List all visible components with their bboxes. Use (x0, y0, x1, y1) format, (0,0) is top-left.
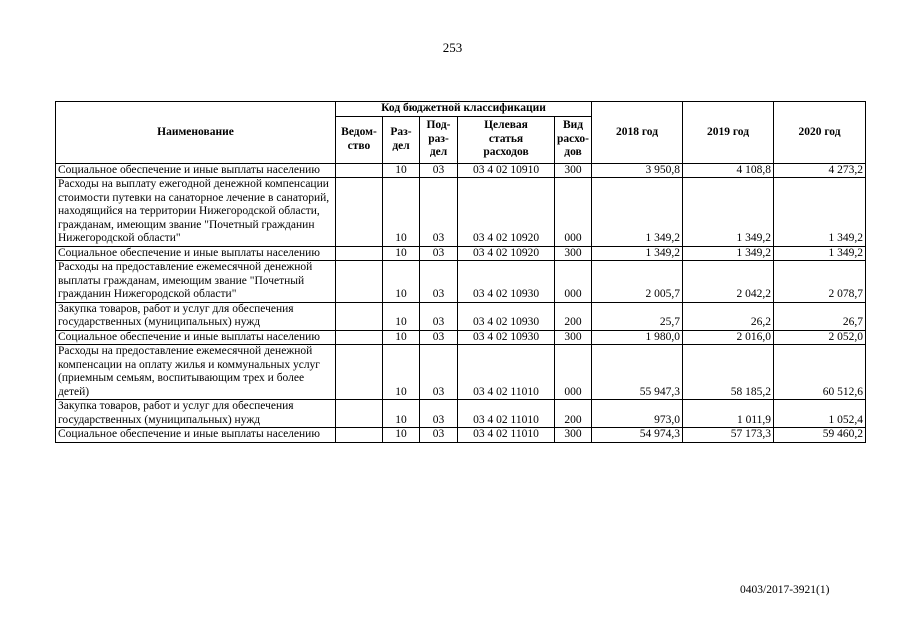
cell-vid-raskhodov: 200 (555, 302, 592, 330)
header-podrazdel: Под- раз- дел (420, 116, 458, 163)
cell-2020: 26,7 (774, 302, 866, 330)
cell-2020: 2 052,0 (774, 330, 866, 345)
cell-podrazdel: 03 (420, 428, 458, 443)
cell-vedomstvo (336, 261, 383, 303)
cell-2020: 1 349,2 (774, 178, 866, 247)
cell-name: Закупка товаров, работ и услуг для обеспечения государственных (муниципальных) нужд (56, 302, 336, 330)
cell-podrazdel: 03 (420, 178, 458, 247)
cell-name: Социальное обеспечение и иные выплаты населению (56, 163, 336, 178)
cell-name: Расходы на предоставление ежемесячной денежной компенсации на оплату жилья и коммунальных услуг (приемным семьям, воспитывающим трех и более детей) (56, 345, 336, 400)
cell-tselevaya-statya: 03 4 02 11010 (458, 345, 555, 400)
header-vid-raskhodov: Вид расхо- дов (555, 116, 592, 163)
cell-podrazdel: 03 (420, 345, 458, 400)
cell-2019: 1 349,2 (683, 178, 774, 247)
table-row (56, 246, 866, 261)
cell-2018: 2 005,7 (592, 261, 683, 303)
cell-2020: 1 052,4 (774, 400, 866, 428)
header-2019: 2019 год (683, 102, 774, 164)
cell-vedomstvo (336, 400, 383, 428)
cell-razdel: 10 (383, 400, 420, 428)
cell-2019: 26,2 (683, 302, 774, 330)
cell-podrazdel: 03 (420, 163, 458, 178)
cell-2018: 1 349,2 (592, 178, 683, 247)
cell-vid-raskhodov: 300 (555, 246, 592, 261)
page-number: 253 (442, 40, 463, 55)
cell-vedomstvo (336, 428, 383, 443)
document-code: 0403/2017-3921(1) (740, 584, 830, 596)
cell-2020: 59 460,2 (774, 428, 866, 443)
cell-razdel: 10 (383, 428, 420, 443)
cell-razdel: 10 (383, 345, 420, 400)
cell-vid-raskhodov: 000 (555, 178, 592, 247)
cell-vid-raskhodov: 200 (555, 400, 592, 428)
cell-vedomstvo (336, 345, 383, 400)
cell-2020: 60 512,6 (774, 345, 866, 400)
cell-name: Расходы на выплату ежегодной денежной компенсации стоимости путевки на санаторное лечение в санаторий, находящийся на территории Нижегородской области, гражданам, имеющим звание "Почетный гражданин Нижегородской области" (56, 178, 336, 247)
cell-vid-raskhodov: 300 (555, 330, 592, 345)
cell-2019: 1 011,9 (683, 400, 774, 428)
table-row (56, 302, 866, 330)
cell-2018: 55 947,3 (592, 345, 683, 400)
header-2018: 2018 год (592, 102, 683, 164)
cell-tselevaya-statya: 03 4 02 11010 (458, 428, 555, 443)
cell-name: Закупка товаров, работ и услуг для обеспечения государственных (муниципальных) нужд (56, 400, 336, 428)
cell-razdel: 10 (383, 330, 420, 345)
cell-podrazdel: 03 (420, 302, 458, 330)
cell-tselevaya-statya: 03 4 02 10930 (458, 261, 555, 303)
cell-2019: 2 016,0 (683, 330, 774, 345)
cell-name: Социальное обеспечение и иные выплаты населению (56, 428, 336, 443)
cell-vid-raskhodov: 000 (555, 261, 592, 303)
cell-2020: 2 078,7 (774, 261, 866, 303)
cell-vedomstvo (336, 302, 383, 330)
cell-tselevaya-statya: 03 4 02 10920 (458, 178, 555, 247)
cell-podrazdel: 03 (420, 261, 458, 303)
cell-2018: 973,0 (592, 400, 683, 428)
table-row (56, 163, 866, 178)
cell-vid-raskhodov: 000 (555, 345, 592, 400)
cell-name: Социальное обеспечение и иные выплаты населению (56, 246, 336, 261)
cell-razdel: 10 (383, 302, 420, 330)
table-row (56, 400, 866, 428)
cell-2020: 1 349,2 (774, 246, 866, 261)
cell-2019: 4 108,8 (683, 163, 774, 178)
cell-tselevaya-statya: 03 4 02 10910 (458, 163, 555, 178)
header-budget-code-group: Код бюджетной классификации (336, 102, 592, 117)
cell-tselevaya-statya: 03 4 02 11010 (458, 400, 555, 428)
cell-2018: 3 950,8 (592, 163, 683, 178)
cell-vedomstvo (336, 330, 383, 345)
header-tselevaya-statya: Целевая статья расходов (458, 116, 555, 163)
table-row (56, 261, 866, 303)
cell-razdel: 10 (383, 163, 420, 178)
cell-tselevaya-statya: 03 4 02 10930 (458, 330, 555, 345)
cell-tselevaya-statya: 03 4 02 10920 (458, 246, 555, 261)
cell-vid-raskhodov: 300 (555, 163, 592, 178)
cell-name: Расходы на предоставление ежемесячной денежной выплаты гражданам, имеющим звание "Почетный гражданин Нижегородской области" (56, 261, 336, 303)
cell-razdel: 10 (383, 261, 420, 303)
cell-2018: 25,7 (592, 302, 683, 330)
cell-2020: 4 273,2 (774, 163, 866, 178)
cell-name: Социальное обеспечение и иные выплаты населению (56, 330, 336, 345)
header-2020: 2020 год (774, 102, 866, 164)
cell-vedomstvo (336, 163, 383, 178)
budget-table (55, 101, 866, 443)
header-name: Наименование (56, 102, 336, 164)
cell-podrazdel: 03 (420, 246, 458, 261)
header-razdel: Раз- дел (383, 116, 420, 163)
cell-tselevaya-statya: 03 4 02 10930 (458, 302, 555, 330)
cell-2018: 1 980,0 (592, 330, 683, 345)
cell-vedomstvo (336, 246, 383, 261)
header-vedomstvo: Ведом- ство (336, 116, 383, 163)
cell-vedomstvo (336, 178, 383, 247)
cell-2018: 1 349,2 (592, 246, 683, 261)
cell-podrazdel: 03 (420, 400, 458, 428)
cell-2018: 54 974,3 (592, 428, 683, 443)
table-row (56, 330, 866, 345)
cell-vid-raskhodov: 300 (555, 428, 592, 443)
cell-2019: 2 042,2 (683, 261, 774, 303)
cell-2019: 57 173,3 (683, 428, 774, 443)
table-row (56, 178, 866, 247)
cell-podrazdel: 03 (420, 330, 458, 345)
table-row (56, 345, 866, 400)
cell-2019: 58 185,2 (683, 345, 774, 400)
table-row (56, 428, 866, 443)
cell-razdel: 10 (383, 178, 420, 247)
cell-razdel: 10 (383, 246, 420, 261)
cell-2019: 1 349,2 (683, 246, 774, 261)
